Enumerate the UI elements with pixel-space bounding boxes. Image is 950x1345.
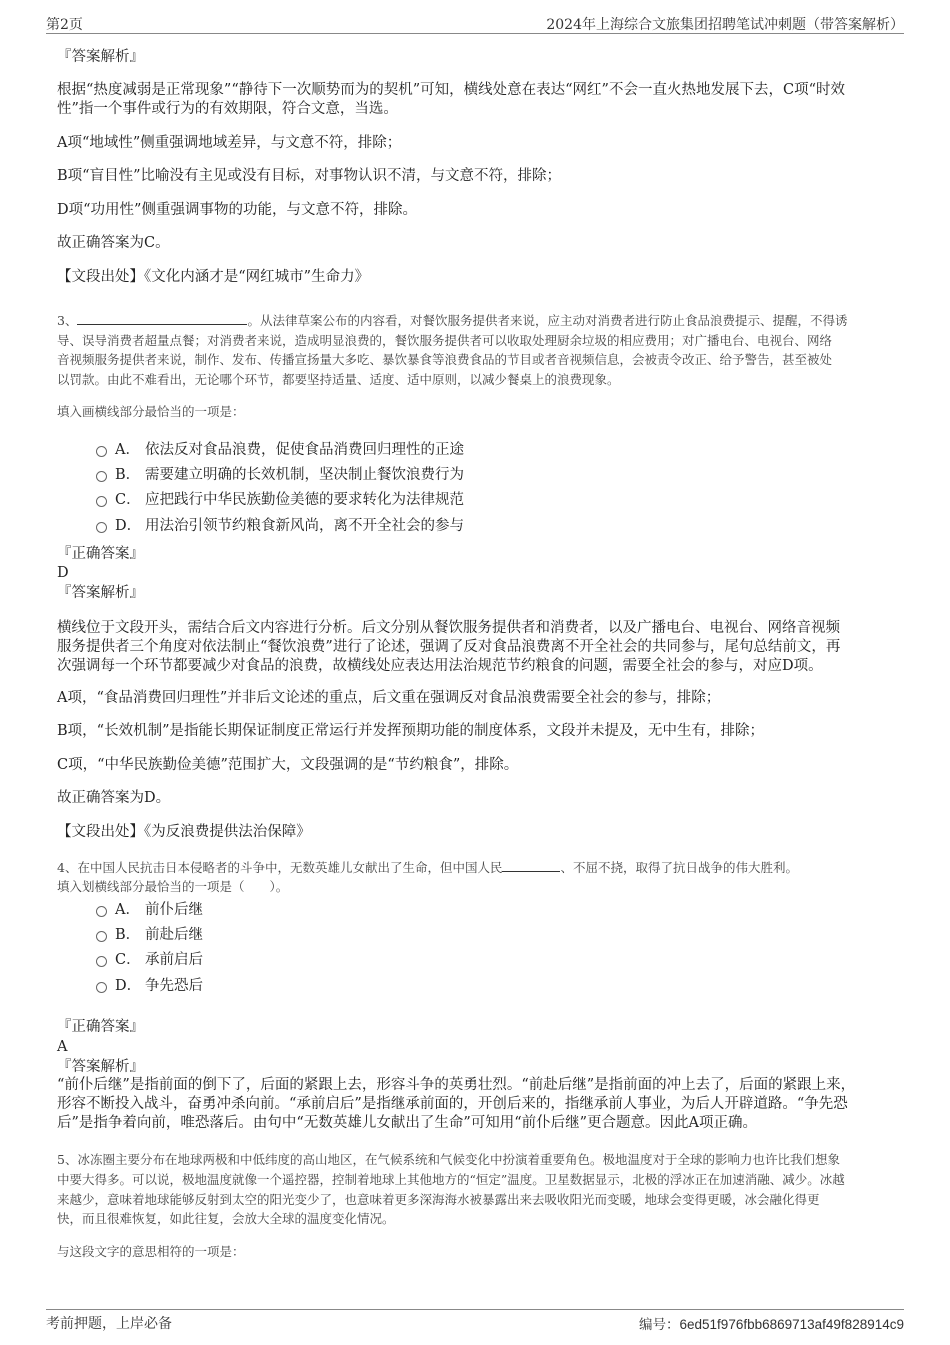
q3-option-a[interactable]: A． 依法反对食品浪费，促使食品消费回归理性的正途 bbox=[96, 440, 464, 460]
q3-conclusion: 故正确答案为D。 bbox=[57, 790, 171, 806]
radio-icon[interactable] bbox=[96, 956, 107, 967]
radio-icon[interactable] bbox=[96, 471, 107, 482]
q3-option-d[interactable]: D． 用法治引领节约粮食新风尚，离不开全社会的参与 bbox=[96, 516, 464, 536]
q3-stem-line: 。从法律草案公布的内容看，对餐饮服务提供者来说，应主动对消费者进行防止食品浪费提示、提醒，不得诱 bbox=[247, 313, 848, 328]
q4-answer: A bbox=[57, 1039, 68, 1055]
q4-answer-label: 『正确答案』 bbox=[57, 1019, 144, 1035]
q5-stem-line: 快，而且很难恢复，如此往复，会放大全球的温度变化情况。 bbox=[57, 1211, 395, 1226]
q2-source: 【文段出处】《文化内涵才是“网红城市”生命力》 bbox=[57, 269, 370, 285]
q4-analysis-line: 形容不断投入战斗，奋勇冲杀向前。“承前启后”是指继承前面的，开创后来的，指继承前人事业，为后人开辟道路。“争先恐 bbox=[57, 1096, 848, 1112]
q4-stem: 4、在中国人民抗击日本侵略者的斗争中，无数英雄儿女献出了生命，但中国人民 、不屈不挠，取得了抗日战争的伟大胜利。 bbox=[57, 860, 798, 875]
q3-elim-a: A项，“食品消费回归理性”并非后文论述的重点，后文重在强调反对食品浪费需要全社会的参与，排除； bbox=[57, 690, 721, 706]
q3-blank bbox=[77, 312, 247, 325]
page-number: 第2页 bbox=[46, 17, 83, 33]
q3-answer-label: 『正确答案』 bbox=[57, 546, 144, 562]
q4-analysis-label: 『答案解析』 bbox=[57, 1059, 144, 1075]
q5-stem-line: 来越少，意味着地球能够反射到太空的阳光变少了，也意味着更多深海海水被暴露出来去吸收阳光而变暖，地球会变得更暖，冰会融化得更 bbox=[57, 1192, 820, 1207]
q3-elim-c: C项，“中华民族勤俭美德”范围扩大，文段强调的是“节约粮食”，排除。 bbox=[57, 757, 519, 773]
q2-conclusion: 故正确答案为C。 bbox=[57, 235, 170, 251]
q2-analysis-line: 根据“热度减弱是正常现象”“静待下一次顺势而为的契机”可知，横线处意在表达“网红”不会一直火热地发展下去，C项“时效 bbox=[57, 82, 845, 98]
q3-analysis-line: 横线位于文段开头，需结合后文内容进行分析。后文分别从餐饮服务提供者和消费者，以及广播电台、电视台、网络音视频 bbox=[57, 620, 840, 636]
q3-prompt: 填入画横线部分最恰当的一项是： bbox=[57, 404, 245, 419]
q2-elim-a: A项“地域性”侧重强调地域差异，与文意不符，排除； bbox=[57, 135, 402, 151]
q5-prompt: 与这段文字的意思相符的一项是： bbox=[57, 1244, 245, 1259]
q5-stem-line: 5、冰冻圈主要分布在地球两极和中低纬度的高山地区，在气候系统和气候变化中扮演着重要角色。极地温度对于全球的影响力也许比我们想象 bbox=[57, 1152, 840, 1167]
q3-stem-line: 导、误导消费者超量点餐；对消费者来说，造成明显浪费的，餐饮服务提供者可以收取处理厨余垃圾的相应费用；对广播电台、电视台、网络 bbox=[57, 333, 833, 348]
radio-icon[interactable] bbox=[96, 446, 107, 457]
q2-elim-b: B项“盲目性”比喻没有主见或没有目标，对事物认识不清，与文意不符，排除； bbox=[57, 168, 561, 184]
q3-analysis-label: 『答案解析』 bbox=[57, 585, 144, 601]
header-divider bbox=[46, 33, 904, 34]
q3-option-c[interactable]: C． 应把践行中华民族勤俭美德的要求转化为法律规范 bbox=[96, 490, 464, 510]
footer-divider bbox=[46, 1309, 904, 1310]
q4-prompt: 填入划横线部分最恰当的一项是（ ）。 bbox=[57, 879, 289, 894]
q4-option-a[interactable]: A． 前仆后继 bbox=[96, 900, 203, 920]
q3-option-b[interactable]: B． 需要建立明确的长效机制，坚决制止餐饮浪费行为 bbox=[96, 465, 464, 485]
q3-analysis-line: 服务提供者三个角度对依法制止“餐饮浪费”进行了论述，强调了反对食品浪费离不开全社会的共同参与，尾句总结前文，再 bbox=[57, 639, 841, 655]
q2-analysis-label: 『答案解析』 bbox=[57, 49, 144, 65]
footer-slogan: 考前押题，上岸必备 bbox=[46, 1316, 172, 1332]
q3-analysis-line: 次强调每一个环节都要减少对食品的浪费，故横线处应表达用法治规范节约粮食的问题，需要全社会的参与，对应D项。 bbox=[57, 658, 823, 674]
q4-analysis-line: “前仆后继”是指前面的倒下了，后面的紧跟上去，形容斗争的英勇壮烈。“前赴后继”是指前面的冲上去了，后面的紧跟上来， bbox=[57, 1077, 856, 1093]
q4-option-c[interactable]: C． 承前启后 bbox=[96, 950, 203, 970]
radio-icon[interactable] bbox=[96, 522, 107, 533]
q2-analysis-line: 性”指一个事件或行为的有效期限，符合文意，当选。 bbox=[57, 101, 398, 117]
q2-elim-d: D项“功用性”侧重强调事物的功能，与文意不符，排除。 bbox=[57, 202, 417, 218]
document-title: 2024年上海综合文旅集团招聘笔试冲刺题（带答案解析） bbox=[546, 17, 904, 33]
q4-option-b[interactable]: B． 前赴后继 bbox=[96, 925, 203, 945]
q3-source: 【文段出处】《为反浪费提供法治保障》 bbox=[57, 824, 311, 840]
q3-number: 3、 bbox=[57, 313, 78, 328]
q3-elim-b: B项，“长效机制”是指能长期保证制度正常运行并发挥预期功能的制度体系，文段并未提及，无中生有，排除； bbox=[57, 723, 764, 739]
radio-icon[interactable] bbox=[96, 982, 107, 993]
document-code: 编号：6ed51f976fbb6869713af49f828914c9 bbox=[639, 1317, 904, 1332]
q4-option-d[interactable]: D． 争先恐后 bbox=[96, 976, 203, 996]
radio-icon[interactable] bbox=[96, 931, 107, 942]
q4-analysis-line: 后”是指争着向前，唯恐落后。由句中“无数英雄儿女献出了生命”可知用“前仆后继”更合题意。因此A项正确。 bbox=[57, 1115, 758, 1131]
q3-answer: D bbox=[57, 565, 69, 581]
q4-blank bbox=[502, 859, 560, 872]
q5-stem-line: 中要大得多。可以说，极地温度就像一个遥控器，控制着地球上其他地方的“恒定”温度。卫星数据显示，北极的浮冰正在加速消融、减少。冰越 bbox=[57, 1172, 845, 1187]
q3-stem bbox=[57, 311, 892, 331]
radio-icon[interactable] bbox=[96, 906, 107, 917]
q3-stem-line: 音视频服务提供者来说，制作、发布、传播宣扬量大多吃、暴饮暴食等浪费食品的节目或者音视频信息，会被责令改正、给予警告，甚至被处 bbox=[57, 352, 833, 367]
q3-stem-line: 以罚款。由此不难看出，无论哪个环节，都要坚持适量、适度、适中原则，以减少餐桌上的浪费现象。 bbox=[57, 372, 620, 387]
radio-icon[interactable] bbox=[96, 496, 107, 507]
